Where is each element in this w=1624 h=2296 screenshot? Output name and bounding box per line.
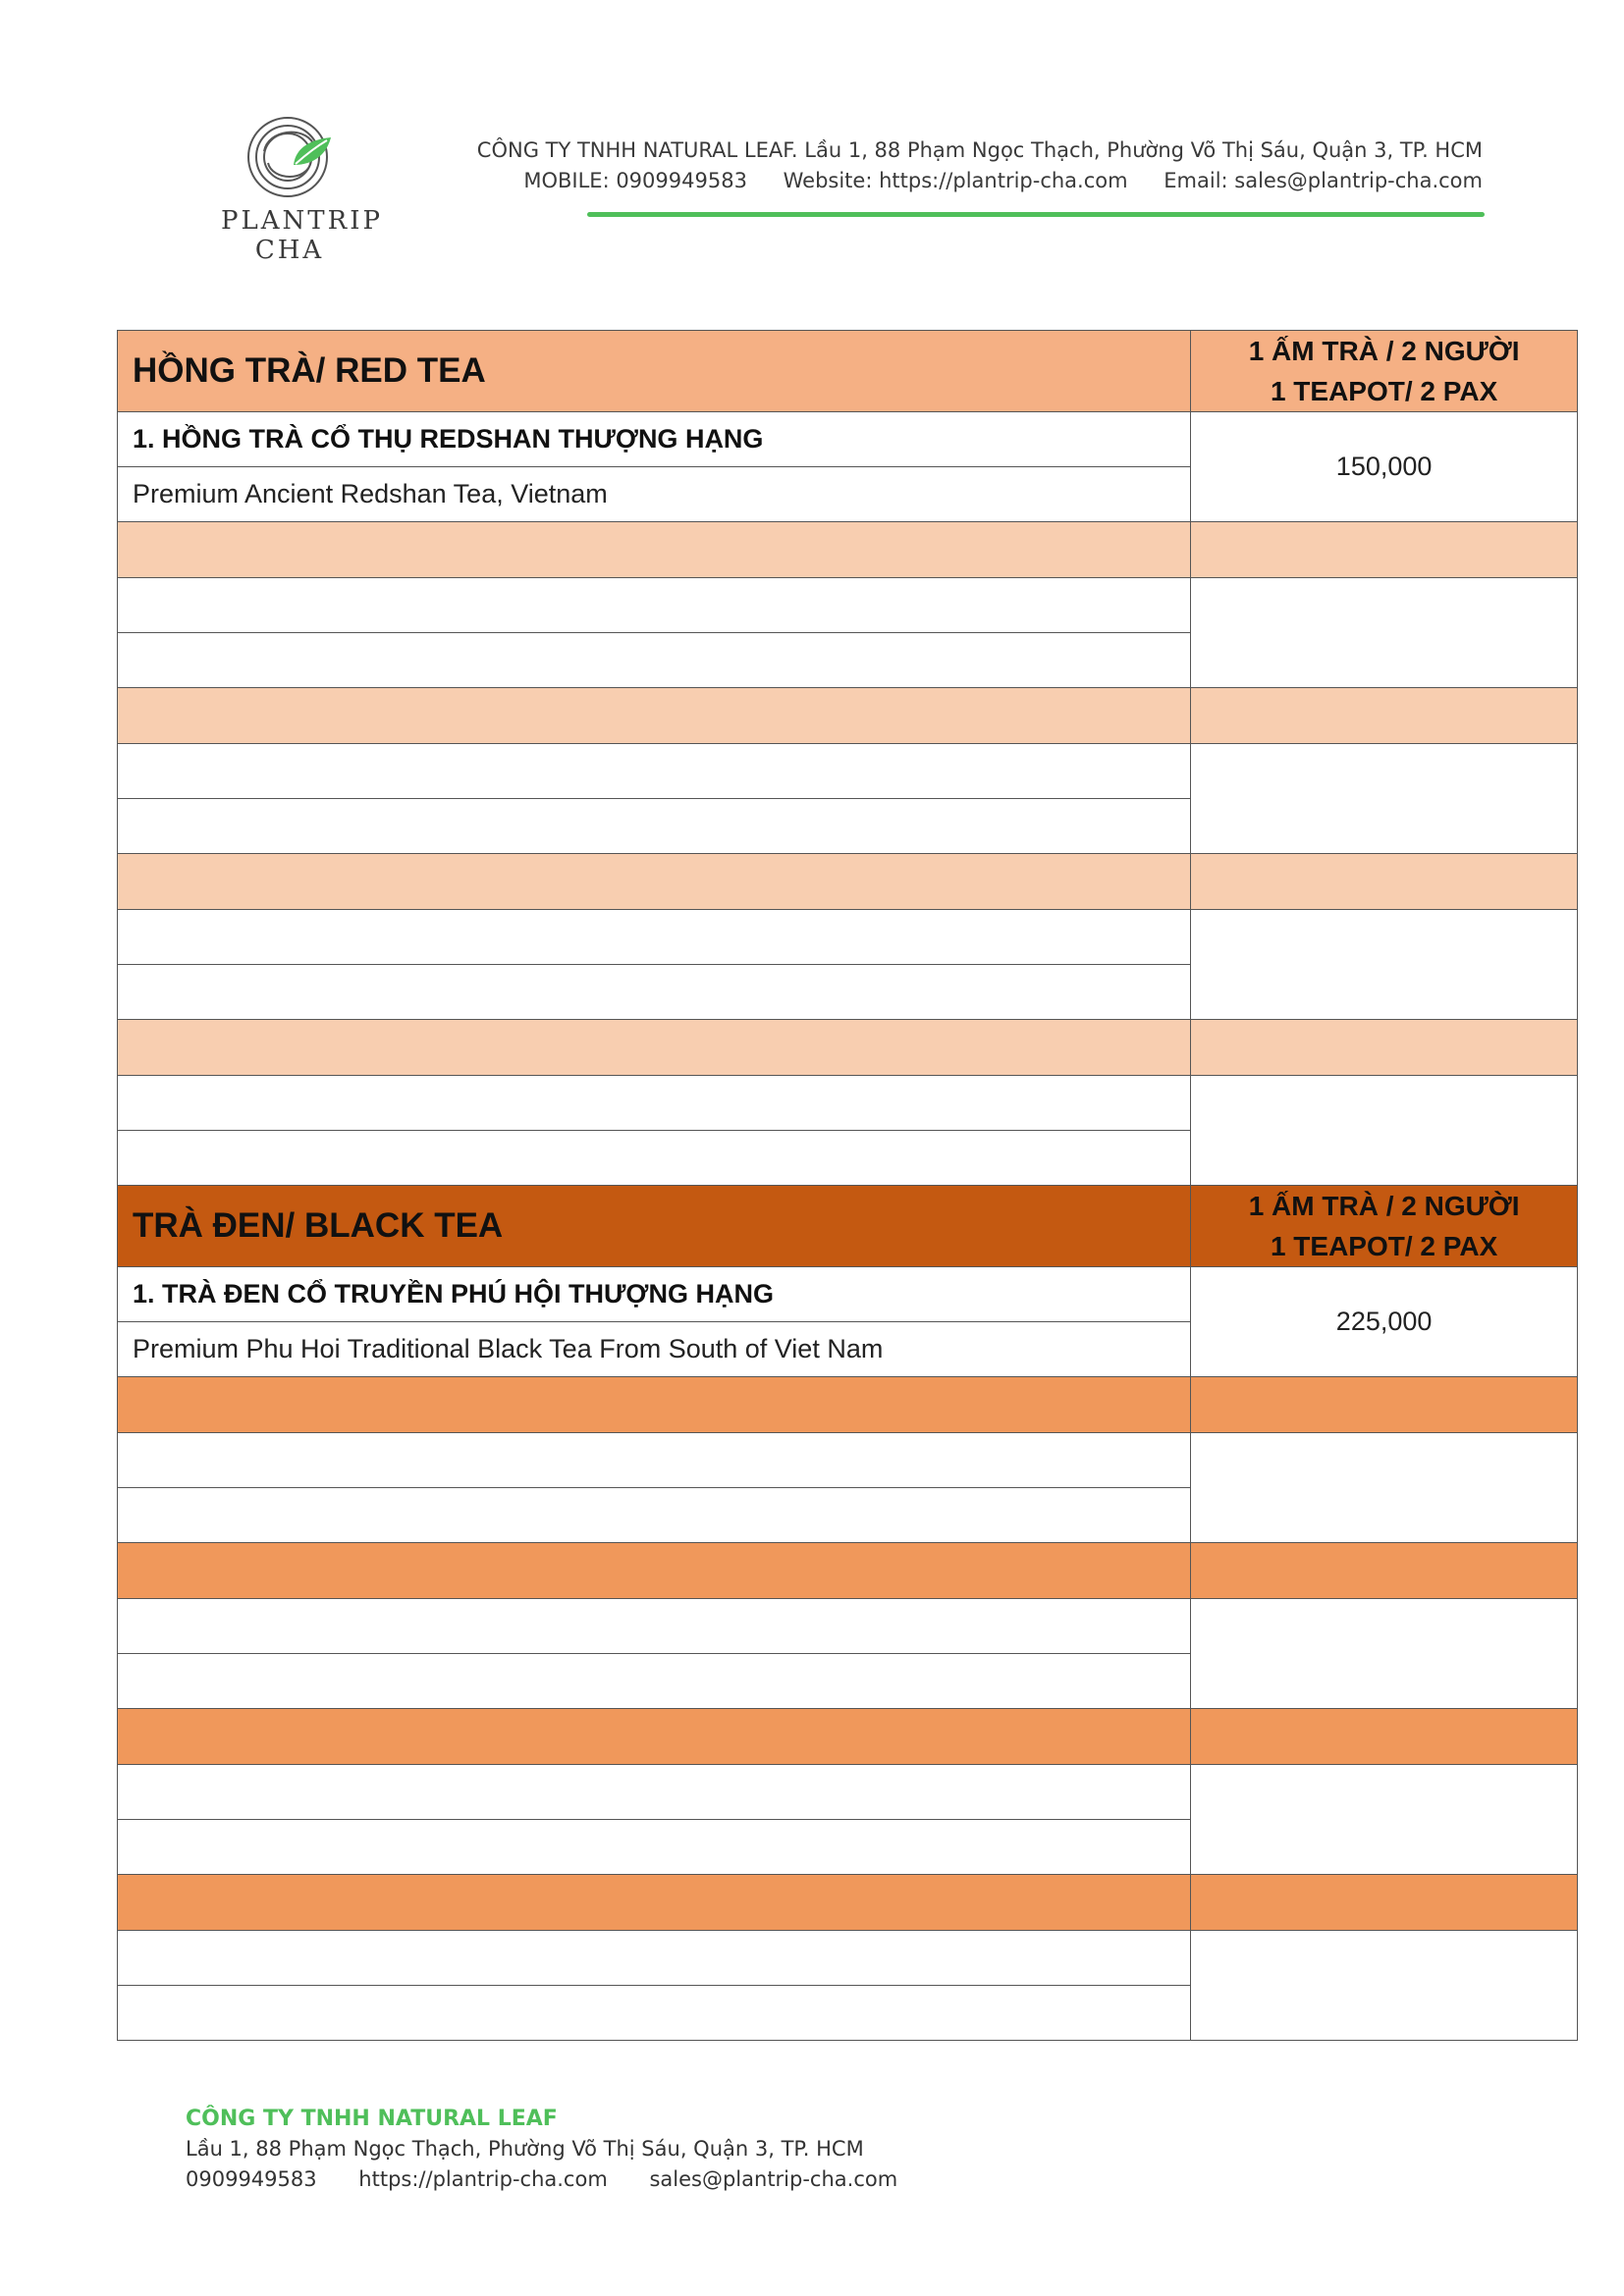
footer-phone: 0909949583	[186, 2167, 317, 2191]
empty-cell	[1191, 1599, 1578, 1709]
empty-cell	[118, 910, 1191, 965]
header-mobile: MOBILE: 0909949583	[523, 169, 747, 192]
empty-cell	[118, 799, 1191, 854]
item-description: Premium Ancient Redshan Tea, Vietnam	[118, 467, 1191, 522]
logo-text-line1: PLANTRIP	[221, 206, 383, 236]
empty-cell	[1191, 910, 1578, 1020]
footer-website[interactable]: https://plantrip-cha.com	[358, 2167, 608, 2191]
empty-cell	[118, 1986, 1191, 2041]
empty-cell	[118, 1654, 1191, 1709]
empty-cell	[118, 522, 1191, 578]
empty-band-row	[118, 1875, 1578, 1931]
empty-cell	[118, 965, 1191, 1020]
plantrip-leaf-swirl-icon	[243, 108, 337, 202]
empty-row	[118, 744, 1578, 799]
empty-cell	[1191, 578, 1578, 688]
empty-cell	[1191, 1377, 1578, 1433]
footer-address: Lầu 1, 88 Phạm Ngọc Thạch, Phường Võ Thị Sáu, Quận 3, TP. HCM	[186, 2137, 864, 2161]
section-header-row	[118, 331, 1578, 412]
company-header-info	[477, 135, 1483, 196]
empty-cell	[118, 744, 1191, 799]
item-description: Premium Phu Hoi Traditional Black Tea From South of Viet Nam	[118, 1322, 1191, 1377]
header-divider	[587, 212, 1485, 217]
price-header	[1191, 1186, 1578, 1267]
empty-cell	[118, 578, 1191, 633]
empty-cell	[118, 1131, 1191, 1186]
empty-cell	[118, 854, 1191, 910]
empty-cell	[1191, 1020, 1578, 1076]
empty-band-row	[118, 522, 1578, 578]
empty-row	[118, 1433, 1578, 1488]
empty-cell	[118, 1020, 1191, 1076]
company-logo	[221, 108, 383, 265]
empty-cell	[1191, 1875, 1578, 1931]
empty-cell	[1191, 688, 1578, 744]
logo-text-line2: CHA	[254, 236, 325, 265]
price-header-line1: 1 ẤM TRÀ / 2 NGƯỜI	[1248, 336, 1520, 366]
section-title: HỒNG TRÀ/ RED TEA	[118, 331, 1191, 412]
item-name-row	[118, 412, 1578, 467]
footer-email[interactable]: sales@plantrip-cha.com	[649, 2167, 898, 2191]
item-name: 1. TRÀ ĐEN CỔ TRUYỀN PHÚ HỘI THƯỢNG HẠNG	[118, 1267, 1191, 1322]
empty-cell	[1191, 1076, 1578, 1186]
empty-cell	[118, 1433, 1191, 1488]
section-title: TRÀ ĐEN/ BLACK TEA	[118, 1186, 1191, 1267]
empty-cell	[1191, 1433, 1578, 1543]
section-header-row	[118, 1186, 1578, 1267]
price-header	[1191, 331, 1578, 412]
empty-row	[118, 578, 1578, 633]
empty-band-row	[118, 1709, 1578, 1765]
header-website[interactable]: Website: https://plantrip-cha.com	[783, 169, 1128, 192]
empty-cell	[118, 1488, 1191, 1543]
empty-cell	[1191, 744, 1578, 854]
empty-cell	[118, 1765, 1191, 1820]
empty-row	[118, 1765, 1578, 1820]
empty-cell	[118, 1875, 1191, 1931]
tea-menu-table	[117, 330, 1578, 2041]
header-email[interactable]: Email: sales@plantrip-cha.com	[1164, 169, 1483, 192]
empty-cell	[118, 1709, 1191, 1765]
item-name-row	[118, 1267, 1578, 1322]
footer-company-name: CÔNG TY TNHH NATURAL LEAF	[186, 2107, 558, 2131]
empty-cell	[1191, 1931, 1578, 2041]
empty-row	[118, 1076, 1578, 1131]
footer	[186, 2104, 933, 2195]
company-address: CÔNG TY TNHH NATURAL LEAF. Lầu 1, 88 Phạm Ngọc Thạch, Phường Võ Thị Sáu, Quận 3, TP. HCM	[476, 138, 1483, 162]
empty-row	[118, 1931, 1578, 1986]
empty-band-row	[118, 1543, 1578, 1599]
empty-cell	[118, 633, 1191, 688]
price-header-line2: 1 TEAPOT/ 2 PAX	[1270, 376, 1498, 406]
item-name: 1. HỒNG TRÀ CỔ THỤ REDSHAN THƯỢNG HẠNG	[118, 412, 1191, 467]
empty-band-row	[118, 688, 1578, 744]
empty-row	[118, 910, 1578, 965]
empty-band-row	[118, 854, 1578, 910]
empty-band-row	[118, 1020, 1578, 1076]
empty-cell	[118, 1377, 1191, 1433]
empty-cell	[118, 1820, 1191, 1875]
empty-row	[118, 1599, 1578, 1654]
price-header-line2: 1 TEAPOT/ 2 PAX	[1270, 1231, 1498, 1261]
section-red-tea	[118, 331, 1578, 1186]
empty-band-row	[118, 1377, 1578, 1433]
item-price: 225,000	[1191, 1267, 1578, 1377]
item-price: 150,000	[1191, 412, 1578, 522]
section-black-tea	[118, 1186, 1578, 2041]
price-header-line1: 1 ẤM TRÀ / 2 NGƯỜI	[1248, 1191, 1520, 1221]
empty-cell	[118, 1076, 1191, 1131]
empty-cell	[1191, 854, 1578, 910]
empty-cell	[118, 1543, 1191, 1599]
empty-cell	[1191, 1543, 1578, 1599]
empty-cell	[118, 688, 1191, 744]
empty-cell	[118, 1931, 1191, 1986]
empty-cell	[118, 1599, 1191, 1654]
empty-cell	[1191, 522, 1578, 578]
empty-cell	[1191, 1709, 1578, 1765]
empty-cell	[1191, 1765, 1578, 1875]
